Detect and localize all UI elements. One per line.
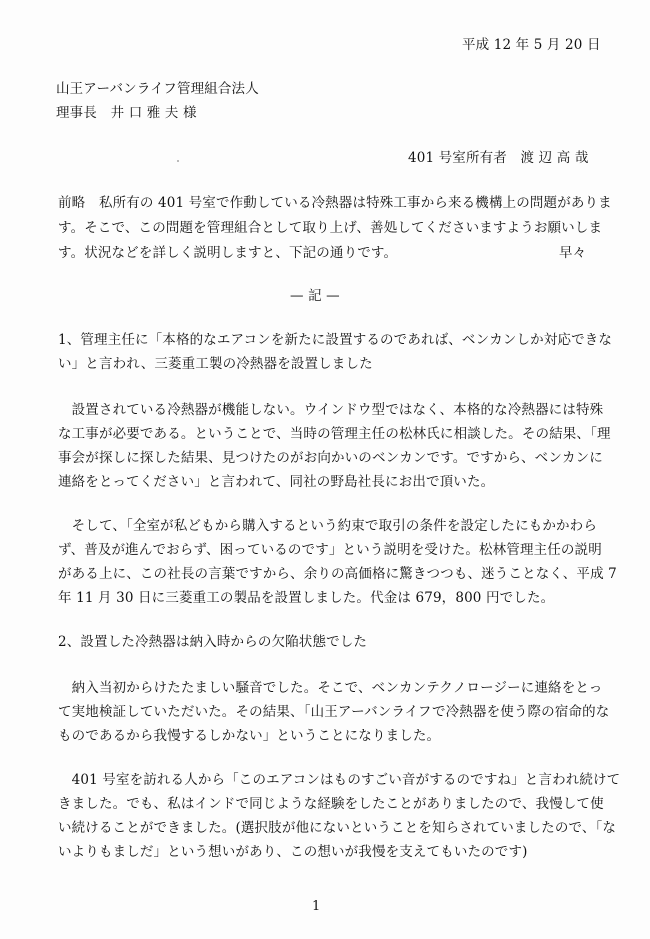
scan-speck	[177, 160, 179, 162]
paragraph-line: 設置されている冷熱器が機能しない。ウインドウ型ではなく、本格的な冷熱器には特殊	[58, 402, 604, 418]
paragraph-line: て実地検証していただいた。その結果、「山王アーバンライフで冷熱器を使う際の宿命的な	[58, 704, 610, 720]
section-heading-line: 1、管理主任に「本格的なエアコンを新たに設置するのであれば、ベンカンしか対応できな	[58, 332, 613, 348]
paragraph-line: いよりもましだ」という想いがあり、この想いが我慢を支えてもいたのです)	[58, 844, 528, 860]
paragraph-line: きました。でも、私はインドで同じような経験をしたことがありましたので、我慢して使	[58, 796, 604, 812]
paragraph-line: ず、普及が進んでおらず、困っているのです」という説明を受けた。松林管理主任の説明	[58, 542, 602, 558]
closing-word: 早々	[559, 245, 587, 261]
paragraph-line: 納入当初からけたたましい騒音でした。そこで、ベンカンテクノロージーに連絡をとっ	[58, 680, 603, 696]
page-number: 1	[312, 899, 321, 914]
paragraph-line: 連絡をとってください」と言われて、同社の野島社長にお出で頂いた。	[58, 474, 495, 490]
paragraph-line: そして、「全室が私どもから購入するという約束で取引の条件を設定したにもかかわら	[58, 518, 597, 534]
paragraph-line: 401 号室を訪れる人から「このエアコンはものすごい音がするのですね」と言われ続けて	[58, 772, 621, 788]
intro-line: 前略 私所有の 401 号室で作動している冷熱器は特殊工事から来る機構上の問題がありま	[58, 195, 612, 211]
recipient-name: 理事長 井 口 雅 夫 様	[56, 105, 197, 121]
recipient-organization: 山王アーバンライフ管理組合法人	[56, 81, 259, 97]
section-heading-line: 2、設置した冷熱器は納入時からの欠陥状態でした	[58, 634, 368, 650]
letter-date: 平成 12 年 5 月 20 日	[462, 37, 601, 53]
paragraph-line: い続けることができました。(選択肢が他にないということを知らされていましたので、「な	[58, 820, 617, 836]
ki-heading: — 記 —	[290, 288, 340, 304]
paragraph-line: がある上に、この社長の言葉ですから、余りの高価格に驚きつつも、迷うことなく、平成 7	[58, 566, 617, 582]
paragraph-line: な工事が必要である。ということで、当時の管理主任の松林氏に相談した。その結果、「理	[58, 426, 611, 442]
section-heading-line: い」と言われ、三菱重工製の冷熱器を設置しました	[58, 356, 373, 372]
paragraph-line: 年 11 月 30 日に三菱重工の製品を設置しました。代金は 679，800 円でした。	[58, 590, 555, 606]
paragraph-line: 事会が探しに探した結果、見つけたのがお向かいのベンカンです。ですから、ベンカンに	[58, 450, 603, 466]
sender-name: 401 号室所有者 渡 辺 高 哉	[408, 150, 589, 166]
intro-line: す。状況などを詳しく説明しますと、下記の通りです。	[58, 245, 398, 261]
paragraph-line: ものであるから我慢するしかない」ということになりました。	[58, 728, 441, 744]
intro-line: す。そこで、この問題を管理組合として取り上げ、善処してくださいますようお願いしま	[58, 220, 603, 236]
